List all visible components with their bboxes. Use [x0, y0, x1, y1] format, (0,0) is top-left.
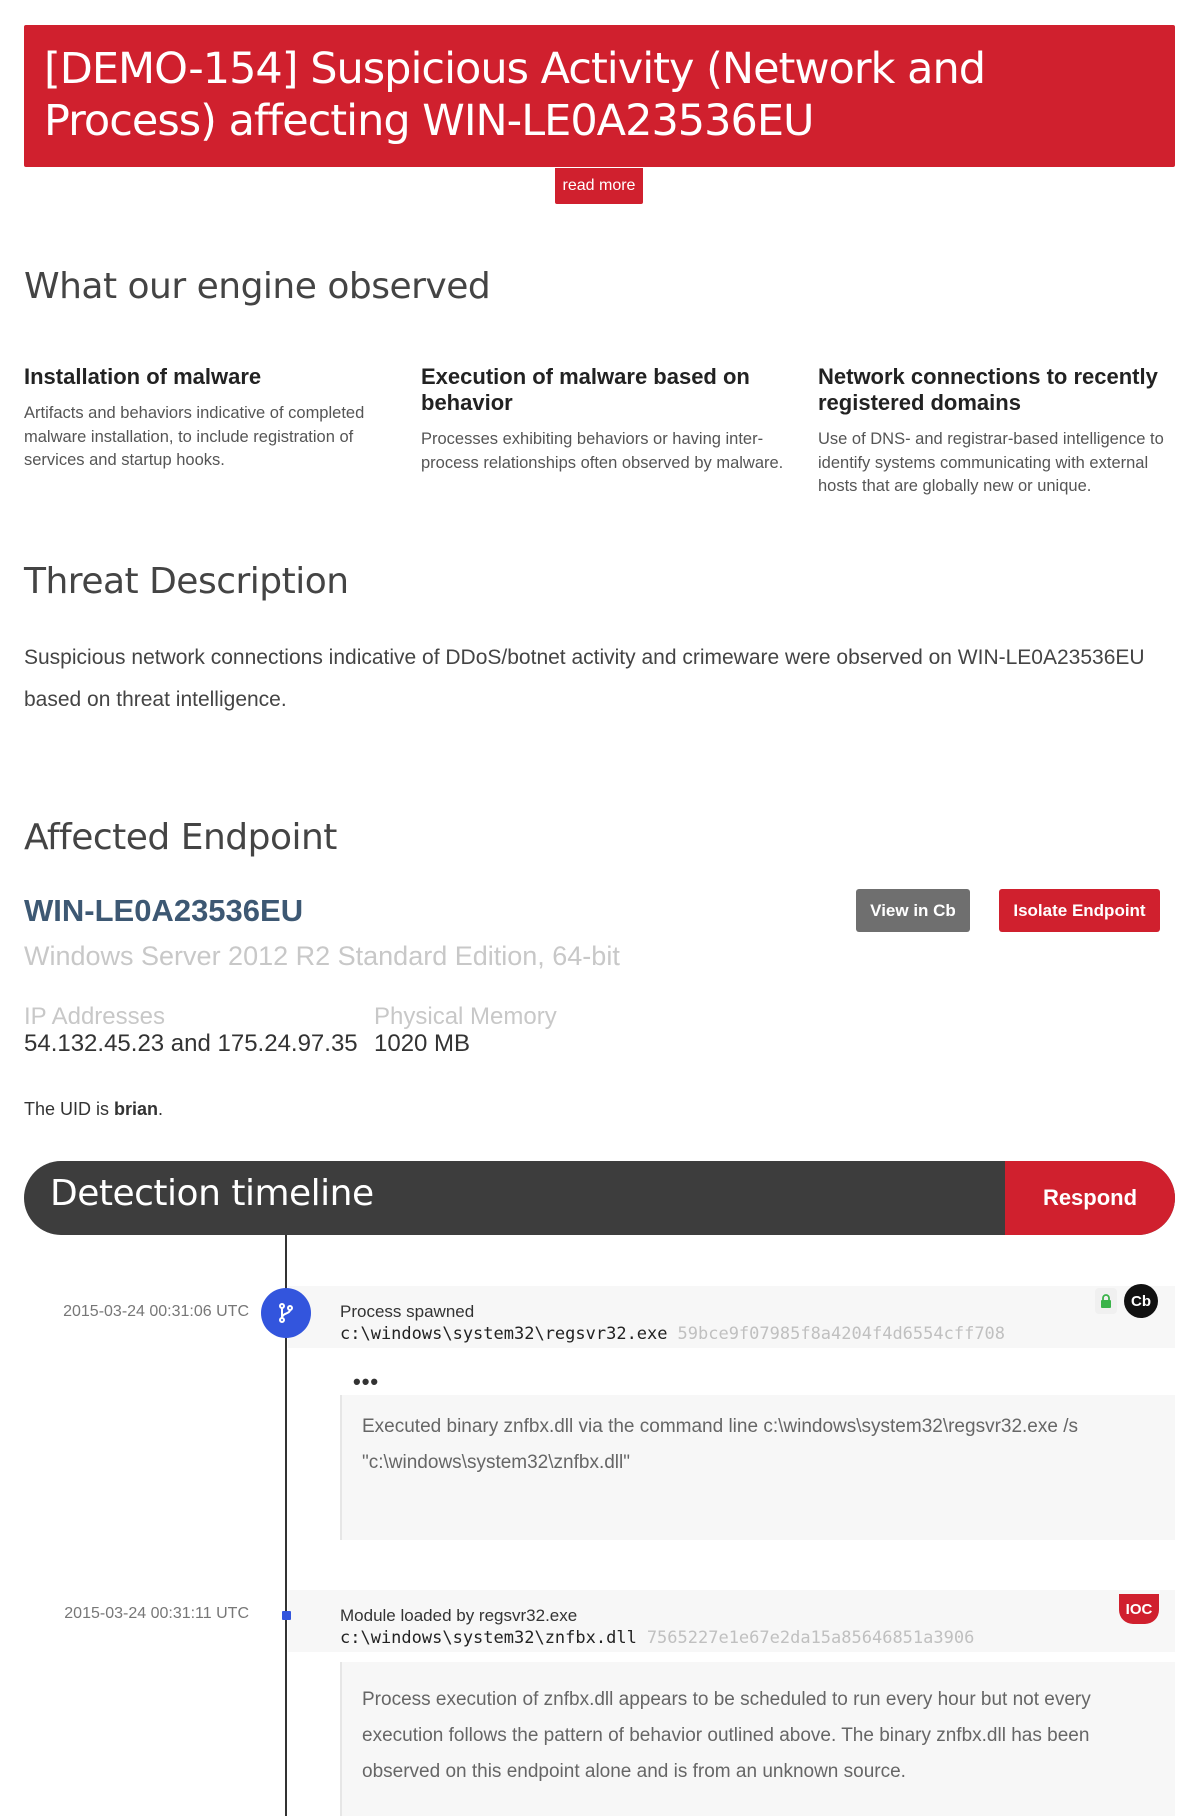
event-card-process-spawned[interactable]	[288, 1286, 1175, 1348]
ioc-badge: IOC	[1119, 1594, 1159, 1624]
process-branch-icon	[261, 1288, 311, 1338]
observation-title: Execution of malware based on behavior	[421, 364, 750, 415]
event-path-text: c:\windows\system32\regsvr32.exe	[340, 1324, 668, 1344]
event-path-text: c:\windows\system32\znfbx.dll	[340, 1628, 637, 1648]
event-detail-text: Executed binary znfbx.dll via the command line c:\windows\system32\regsvr32.exe /s "c:\windows\system32\znfbx.dll"	[362, 1416, 1078, 1473]
ip-addresses-value: 54.132.45.23 and 175.24.97.35	[24, 1030, 358, 1057]
event-type: Process spawned	[340, 1302, 475, 1321]
observation-desc: Artifacts and behaviors indicative of completed malware installation, to include registration of services and startup hooks.	[24, 404, 365, 469]
observation-title: Network connections to recently registered domains	[818, 364, 1158, 415]
endpoint-hostname[interactable]: WIN-LE0A23536EU	[24, 893, 304, 928]
uid-line	[24, 1099, 163, 1120]
observation-execution	[421, 364, 791, 475]
endpoint-os: Windows Server 2012 R2 Standard Edition, 64-bit	[24, 941, 620, 971]
observation-installation	[24, 364, 394, 473]
uid-prefix: The UID is	[24, 1099, 115, 1119]
event-path	[340, 1628, 974, 1648]
more-options-icon[interactable]: •••	[353, 1369, 380, 1394]
timeline-title: Detection timeline	[50, 1173, 374, 1214]
read-more-button[interactable]: read more	[555, 168, 643, 204]
cb-source-badge: Cb	[1124, 1284, 1158, 1318]
event-timestamp: 2015-03-24 00:31:11 UTC	[64, 1605, 249, 1622]
event-detail-process-spawned	[340, 1395, 1175, 1540]
event-timestamp: 2015-03-24 00:31:06 UTC	[63, 1303, 249, 1320]
timeline-node	[282, 1611, 291, 1620]
alert-banner	[24, 25, 1175, 167]
observation-desc: Processes exhibiting behaviors or having inter-process relationships often observed by malware.	[421, 430, 784, 472]
physical-memory-label: Physical Memory	[374, 1003, 557, 1030]
event-path	[340, 1324, 1005, 1344]
observation-desc: Use of DNS- and registrar-based intelligence to identify systems communicating with external hosts that are globally new or unique.	[818, 430, 1164, 495]
event-card-module-loaded[interactable]	[288, 1590, 1175, 1652]
detection-timeline-header	[24, 1161, 1175, 1235]
event-hash: 7565227e1e67e2da15a85646851a3906	[646, 1628, 975, 1648]
alert-title: [DEMO-154] Suspicious Activity (Network and Process) affecting WIN-LE0A23536EU	[44, 44, 986, 146]
event-detail-module-loaded	[340, 1662, 1175, 1816]
event-detail-text: Process execution of znfbx.dll appears to be scheduled to run every hour but not every execution follows the pattern of behavior outlined above. The binary znfbx.dll has been observed on this endpoint alone and is from an unknown source.	[362, 1689, 1091, 1782]
endpoint-heading: Affected Endpoint	[24, 817, 337, 858]
respond-button[interactable]: Respond	[1005, 1161, 1175, 1235]
view-in-cb-button[interactable]: View in Cb	[856, 889, 970, 932]
uid-suffix: .	[158, 1099, 164, 1119]
uid-value: brian	[114, 1099, 159, 1119]
physical-memory-value: 1020 MB	[374, 1030, 471, 1057]
observation-network	[818, 364, 1188, 499]
observed-heading: What our engine observed	[24, 266, 491, 307]
observation-title: Installation of malware	[24, 364, 262, 389]
ip-addresses-label: IP Addresses	[24, 1003, 165, 1030]
lock-icon	[1095, 1288, 1117, 1314]
threat-description: Suspicious network connections indicative of DDoS/botnet activity and crimeware were observed on WIN-LE0A23536EU based on threat intelligence.	[24, 646, 1145, 711]
threat-heading: Threat Description	[24, 561, 349, 602]
event-type: Module loaded by regsvr32.exe	[340, 1606, 578, 1625]
event-hash: 59bce9f07985f8a4204f4d6554cff708	[677, 1324, 1006, 1344]
isolate-endpoint-button[interactable]: Isolate Endpoint	[999, 889, 1160, 932]
